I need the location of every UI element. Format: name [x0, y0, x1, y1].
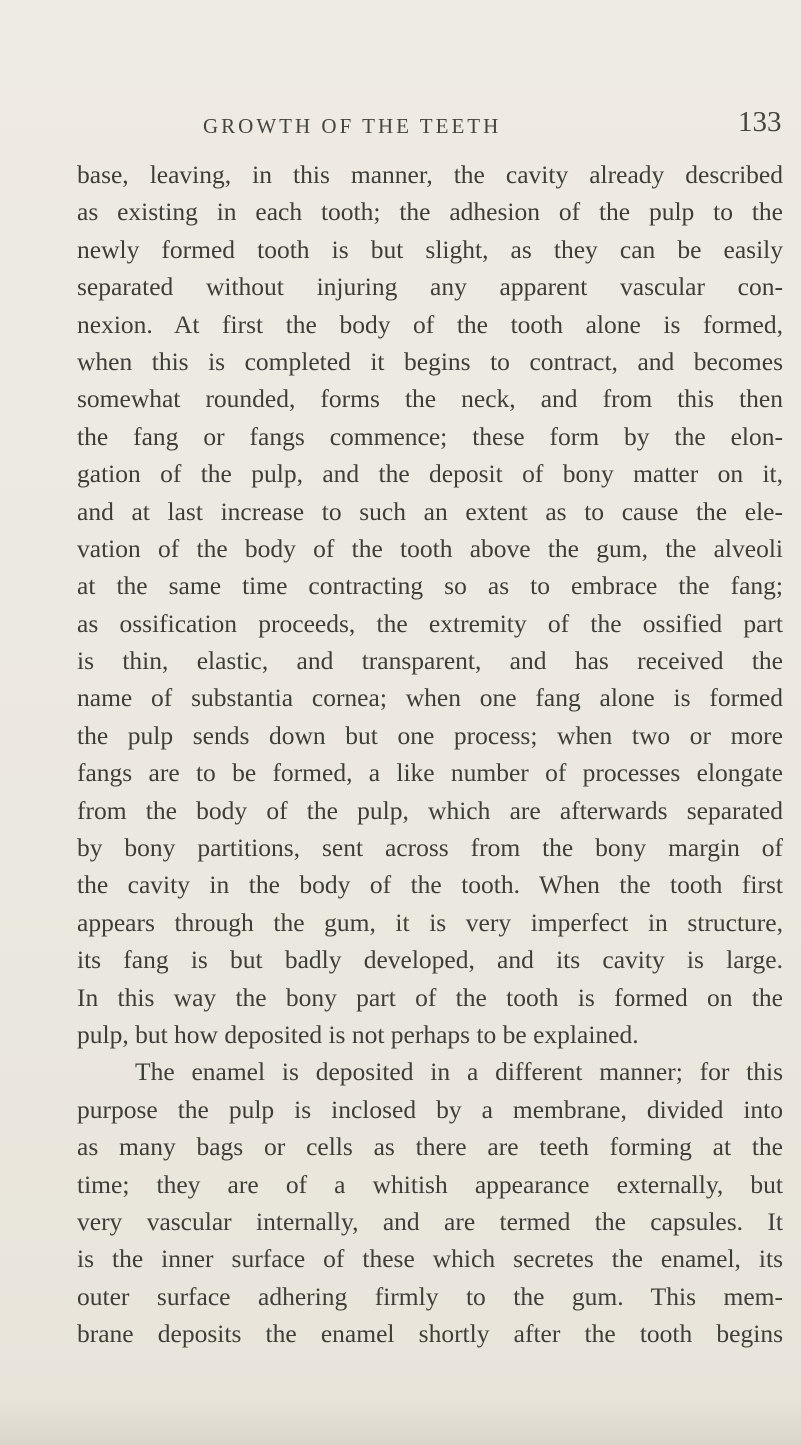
text-line: separated without injuring any apparent vascular con-	[77, 272, 783, 302]
text-line: as ossification proceeds, the extremity of the ossified part	[77, 608, 783, 638]
text-line: and at last increase to such an extent as to cause the ele-	[77, 496, 783, 526]
text-line: is thin, elastic, and transparent, and has received the	[77, 646, 783, 676]
text-line: as existing in each tooth; the adhesion of the pulp to the	[77, 197, 783, 227]
text-line: very vascular internally, and are termed the capsules. It	[77, 1206, 783, 1236]
text-line: the pulp sends down but one process; when two or more	[77, 720, 783, 750]
running-head: GROWTH OF THE TEETH	[203, 114, 502, 138]
text-line: when this is completed it begins to contract, and becomes	[77, 346, 783, 376]
text-line: by bony partitions, sent across from the bony margin of	[77, 833, 783, 863]
text-line: brane deposits the enamel shortly after the tooth begins	[77, 1319, 783, 1349]
text-line: purpose the pulp is inclosed by a membrane, divided into	[77, 1094, 783, 1124]
body-text	[77, 156, 783, 1353]
text-line: its fang is but badly developed, and its cavity is large.	[77, 945, 783, 975]
text-line: The enamel is deposited in a different manner; for this	[135, 1057, 783, 1087]
text-line: nexion. At first the body of the tooth alone is formed,	[77, 309, 783, 339]
page-header	[0, 106, 801, 146]
text-line: gation of the pulp, and the deposit of bony matter on it,	[77, 459, 783, 489]
text-line: outer surface adhering firmly to the gum. This mem-	[77, 1281, 783, 1311]
text-line: vation of the body of the tooth above the gum, the alveoli	[77, 533, 783, 563]
text-line: fangs are to be formed, a like number of processes elongate	[77, 758, 783, 788]
text-line: time; they are of a whitish appearance externally, but	[77, 1169, 783, 1199]
text-line: the fang or fangs commence; these form by the elon-	[77, 421, 783, 451]
page-number: 133	[738, 106, 782, 138]
text-line: somewhat rounded, forms the neck, and from this then	[77, 384, 783, 414]
text-line: as many bags or cells as there are teeth forming at the	[77, 1132, 783, 1162]
page-edge-shadow	[0, 1395, 801, 1445]
text-line: is the inner surface of these which secretes the enamel, its	[77, 1244, 783, 1274]
text-line: pulp, but how deposited is not perhaps to be explained.	[77, 1019, 639, 1049]
text-line: the cavity in the body of the tooth. When the tooth first	[77, 870, 783, 900]
text-line: base, leaving, in this manner, the cavity already described	[77, 160, 783, 189]
text-line: appears through the gum, it is very imperfect in structure,	[77, 907, 783, 937]
text-line: from the body of the pulp, which are afterwards separated	[77, 795, 783, 825]
text-line: at the same time contracting so as to embrace the fang;	[77, 571, 783, 601]
text-line: name of substantia cornea; when one fang alone is formed	[77, 683, 783, 713]
text-line: newly formed tooth is but slight, as they can be easily	[77, 234, 783, 264]
text-line: In this way the bony part of the tooth is formed on the	[77, 982, 783, 1012]
